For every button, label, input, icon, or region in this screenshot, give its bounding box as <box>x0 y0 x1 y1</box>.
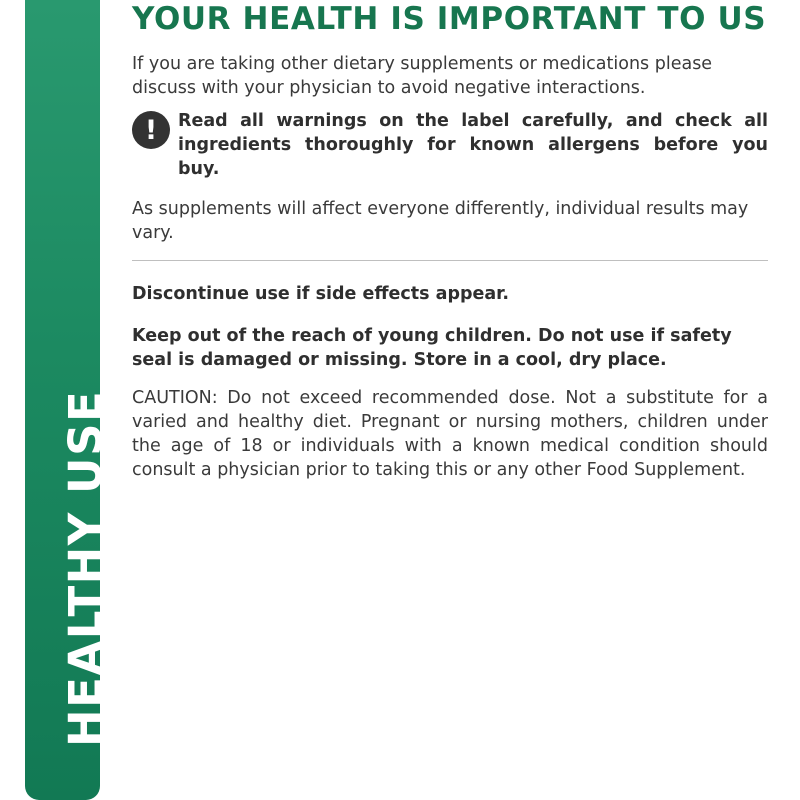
page-title: YOUR HEALTH IS IMPORTANT TO US <box>132 1 767 37</box>
warning-text: Read all warnings on the label carefully, and check all ingredients thoroughly for known allergens before you buy. <box>178 111 768 179</box>
warning-notice <box>132 109 768 181</box>
storage-notice: Keep out of the reach of young children. Do not use if safety seal is damaged or missing. Store in a cool, dry place. <box>132 326 732 370</box>
main-content <box>132 0 768 482</box>
side-banner-label: HEALTHY USE <box>59 389 112 747</box>
section-divider <box>132 260 768 261</box>
caution-paragraph: CAUTION: Do not exceed recommended dose. Not a substitute for a varied and healthy diet. Pregnant or nursing mothers, children under the age of 18 or individuals with a known medical condition should consult a physician prior to taking this or any other Food Supplement. <box>132 388 768 480</box>
results-vary-paragraph: As supplements will affect everyone differently, individual results may vary. <box>132 199 749 243</box>
discontinue-notice: Discontinue use if side effects appear. <box>132 284 509 304</box>
exclamation-icon: ! <box>132 111 170 149</box>
intro-paragraph: If you are taking other dietary supplements or medications please discuss with your physician to avoid negative interactions. <box>132 54 713 98</box>
